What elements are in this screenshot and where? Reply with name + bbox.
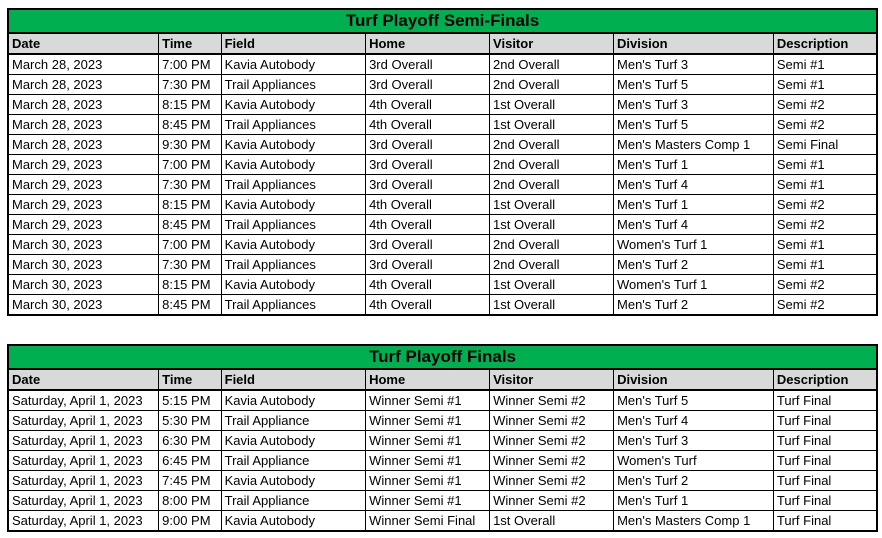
cell-description: Semi #2 — [773, 115, 877, 135]
cell-home: 4th Overall — [366, 295, 490, 316]
cell-home: 4th Overall — [366, 215, 490, 235]
header-date: Date — [8, 369, 159, 390]
cell-visitor: 2nd Overall — [490, 135, 614, 155]
cell-date: Saturday, April 1, 2023 — [8, 411, 159, 431]
cell-division: Men's Turf 2 — [614, 471, 774, 491]
cell-division: Men's Turf 5 — [614, 390, 774, 411]
cell-description: Turf Final — [773, 491, 877, 511]
cell-home: Winner Semi #1 — [366, 431, 490, 451]
cell-visitor: 1st Overall — [490, 195, 614, 215]
cell-date: March 29, 2023 — [8, 155, 159, 175]
cell-field: Kavia Autobody — [221, 195, 365, 215]
cell-home: 3rd Overall — [366, 155, 490, 175]
cell-visitor: Winner Semi #2 — [490, 411, 614, 431]
header-description: Description — [773, 369, 877, 390]
cell-field: Kavia Autobody — [221, 95, 365, 115]
cell-field: Kavia Autobody — [221, 431, 365, 451]
cell-date: March 29, 2023 — [8, 195, 159, 215]
cell-field: Trail Appliances — [221, 75, 365, 95]
cell-division: Men's Turf 3 — [614, 431, 774, 451]
cell-home: 4th Overall — [366, 95, 490, 115]
cell-division: Men's Turf 4 — [614, 175, 774, 195]
cell-date: March 28, 2023 — [8, 115, 159, 135]
cell-field: Trail Appliances — [221, 255, 365, 275]
cell-time: 7:30 PM — [159, 75, 222, 95]
cell-time: 9:30 PM — [159, 135, 222, 155]
cell-description: Semi #1 — [773, 235, 877, 255]
table-row — [8, 115, 877, 135]
cell-time: 8:45 PM — [159, 115, 222, 135]
cell-home: Winner Semi #1 — [366, 411, 490, 431]
cell-home: 3rd Overall — [366, 135, 490, 155]
cell-visitor: Winner Semi #2 — [490, 491, 614, 511]
cell-date: Saturday, April 1, 2023 — [8, 491, 159, 511]
cell-division: Men's Turf 2 — [614, 295, 774, 316]
cell-time: 8:15 PM — [159, 195, 222, 215]
cell-time: 8:45 PM — [159, 295, 222, 316]
cell-time: 7:00 PM — [159, 155, 222, 175]
table-row — [8, 195, 877, 215]
cell-division: Men's Turf 3 — [614, 54, 774, 75]
cell-home: Winner Semi Final — [366, 511, 490, 532]
cell-visitor: Winner Semi #2 — [490, 390, 614, 411]
cell-home: 4th Overall — [366, 275, 490, 295]
cell-date: Saturday, April 1, 2023 — [8, 390, 159, 411]
finals-body — [8, 390, 877, 531]
cell-division: Men's Masters Comp 1 — [614, 511, 774, 532]
cell-description: Turf Final — [773, 390, 877, 411]
cell-description: Turf Final — [773, 451, 877, 471]
cell-visitor: 2nd Overall — [490, 155, 614, 175]
table-row — [8, 54, 877, 75]
cell-visitor: 1st Overall — [490, 511, 614, 532]
header-home: Home — [366, 33, 490, 54]
semi-body — [8, 54, 877, 315]
table-row — [8, 471, 877, 491]
table-row — [8, 295, 877, 316]
cell-description: Semi #2 — [773, 95, 877, 115]
cell-time: 9:00 PM — [159, 511, 222, 532]
cell-time: 8:00 PM — [159, 491, 222, 511]
cell-date: Saturday, April 1, 2023 — [8, 511, 159, 532]
cell-description: Semi #1 — [773, 75, 877, 95]
cell-division: Men's Turf 4 — [614, 215, 774, 235]
table-row — [8, 135, 877, 155]
cell-time: 8:15 PM — [159, 95, 222, 115]
cell-home: Winner Semi #1 — [366, 471, 490, 491]
table-row — [8, 95, 877, 115]
cell-time: 7:00 PM — [159, 235, 222, 255]
cell-field: Trail Appliances — [221, 215, 365, 235]
cell-division: Men's Turf 1 — [614, 155, 774, 175]
cell-date: Saturday, April 1, 2023 — [8, 451, 159, 471]
header-division: Division — [614, 33, 774, 54]
header-visitor: Visitor — [490, 369, 614, 390]
cell-date: March 29, 2023 — [8, 215, 159, 235]
cell-description: Semi #2 — [773, 215, 877, 235]
cell-description: Turf Final — [773, 431, 877, 451]
cell-visitor: 1st Overall — [490, 95, 614, 115]
table-row — [8, 255, 877, 275]
cell-home: 4th Overall — [366, 115, 490, 135]
cell-description: Semi #1 — [773, 255, 877, 275]
cell-home: 3rd Overall — [366, 175, 490, 195]
cell-division: Women's Turf 1 — [614, 275, 774, 295]
cell-visitor: 2nd Overall — [490, 75, 614, 95]
cell-field: Trail Appliances — [221, 115, 365, 135]
cell-description: Turf Final — [773, 471, 877, 491]
cell-description: Semi Final — [773, 135, 877, 155]
cell-visitor: 2nd Overall — [490, 255, 614, 275]
cell-field: Trail Appliance — [221, 451, 365, 471]
cell-home: 3rd Overall — [366, 75, 490, 95]
cell-field: Kavia Autobody — [221, 471, 365, 491]
table-row — [8, 235, 877, 255]
table-row — [8, 411, 877, 431]
cell-time: 7:45 PM — [159, 471, 222, 491]
cell-time: 7:00 PM — [159, 54, 222, 75]
cell-division: Women's Turf — [614, 451, 774, 471]
cell-field: Kavia Autobody — [221, 235, 365, 255]
header-field: Field — [221, 33, 365, 54]
cell-visitor: 1st Overall — [490, 275, 614, 295]
cell-description: Turf Final — [773, 511, 877, 532]
header-division: Division — [614, 369, 774, 390]
cell-field: Trail Appliance — [221, 491, 365, 511]
cell-description: Semi #2 — [773, 295, 877, 316]
cell-visitor: 2nd Overall — [490, 235, 614, 255]
cell-date: March 30, 2023 — [8, 295, 159, 316]
cell-visitor: 1st Overall — [490, 295, 614, 316]
cell-field: Kavia Autobody — [221, 275, 365, 295]
cell-home: Winner Semi #1 — [366, 491, 490, 511]
cell-time: 8:45 PM — [159, 215, 222, 235]
cell-division: Men's Turf 4 — [614, 411, 774, 431]
cell-description: Semi #1 — [773, 175, 877, 195]
cell-time: 6:30 PM — [159, 431, 222, 451]
cell-time: 7:30 PM — [159, 175, 222, 195]
cell-time: 5:30 PM — [159, 411, 222, 431]
table-row — [8, 390, 877, 411]
cell-date: Saturday, April 1, 2023 — [8, 431, 159, 451]
cell-date: March 28, 2023 — [8, 135, 159, 155]
cell-date: March 30, 2023 — [8, 235, 159, 255]
cell-visitor: Winner Semi #2 — [490, 451, 614, 471]
cell-division: Women's Turf 1 — [614, 235, 774, 255]
header-home: Home — [366, 369, 490, 390]
cell-time: 5:15 PM — [159, 390, 222, 411]
cell-division: Men's Turf 5 — [614, 75, 774, 95]
finals-title: Turf Playoff Finals — [8, 345, 877, 369]
cell-field: Trail Appliances — [221, 175, 365, 195]
cell-date: March 28, 2023 — [8, 95, 159, 115]
cell-description: Semi #2 — [773, 275, 877, 295]
cell-date: March 30, 2023 — [8, 275, 159, 295]
table-row — [8, 451, 877, 471]
table-row — [8, 511, 877, 532]
cell-division: Men's Turf 3 — [614, 95, 774, 115]
semi-finals-table — [7, 8, 878, 316]
cell-description: Semi #1 — [773, 54, 877, 75]
header-time: Time — [159, 369, 222, 390]
cell-description: Semi #1 — [773, 155, 877, 175]
header-visitor: Visitor — [490, 33, 614, 54]
cell-home: 3rd Overall — [366, 255, 490, 275]
cell-home: Winner Semi #1 — [366, 390, 490, 411]
header-description: Description — [773, 33, 877, 54]
cell-field: Kavia Autobody — [221, 54, 365, 75]
semi-header-row — [8, 33, 877, 54]
cell-field: Kavia Autobody — [221, 511, 365, 532]
cell-date: March 30, 2023 — [8, 255, 159, 275]
cell-time: 8:15 PM — [159, 275, 222, 295]
cell-field: Trail Appliance — [221, 411, 365, 431]
semi-finals-title: Turf Playoff Semi-Finals — [8, 9, 877, 33]
cell-division: Men's Turf 1 — [614, 491, 774, 511]
finals-table — [7, 344, 878, 532]
cell-time: 6:45 PM — [159, 451, 222, 471]
table-row — [8, 491, 877, 511]
table-row — [8, 75, 877, 95]
cell-time: 7:30 PM — [159, 255, 222, 275]
header-time: Time — [159, 33, 222, 54]
cell-field: Kavia Autobody — [221, 135, 365, 155]
cell-field: Trail Appliances — [221, 295, 365, 316]
cell-field: Kavia Autobody — [221, 155, 365, 175]
table-row — [8, 215, 877, 235]
cell-visitor: Winner Semi #2 — [490, 431, 614, 451]
cell-date: March 28, 2023 — [8, 54, 159, 75]
cell-visitor: Winner Semi #2 — [490, 471, 614, 491]
header-date: Date — [8, 33, 159, 54]
cell-date: Saturday, April 1, 2023 — [8, 471, 159, 491]
cell-visitor: 2nd Overall — [490, 54, 614, 75]
cell-home: 3rd Overall — [366, 54, 490, 75]
table-row — [8, 175, 877, 195]
cell-visitor: 2nd Overall — [490, 175, 614, 195]
cell-description: Turf Final — [773, 411, 877, 431]
cell-date: March 28, 2023 — [8, 75, 159, 95]
cell-division: Men's Turf 5 — [614, 115, 774, 135]
cell-visitor: 1st Overall — [490, 115, 614, 135]
table-row — [8, 275, 877, 295]
cell-home: 3rd Overall — [366, 235, 490, 255]
header-field: Field — [221, 369, 365, 390]
table-row — [8, 431, 877, 451]
cell-field: Kavia Autobody — [221, 390, 365, 411]
cell-division: Men's Masters Comp 1 — [614, 135, 774, 155]
finals-header-row — [8, 369, 877, 390]
cell-home: 4th Overall — [366, 195, 490, 215]
cell-home: Winner Semi #1 — [366, 451, 490, 471]
cell-visitor: 1st Overall — [490, 215, 614, 235]
cell-date: March 29, 2023 — [8, 175, 159, 195]
table-row — [8, 155, 877, 175]
cell-division: Men's Turf 2 — [614, 255, 774, 275]
cell-description: Semi #2 — [773, 195, 877, 215]
cell-division: Men's Turf 1 — [614, 195, 774, 215]
